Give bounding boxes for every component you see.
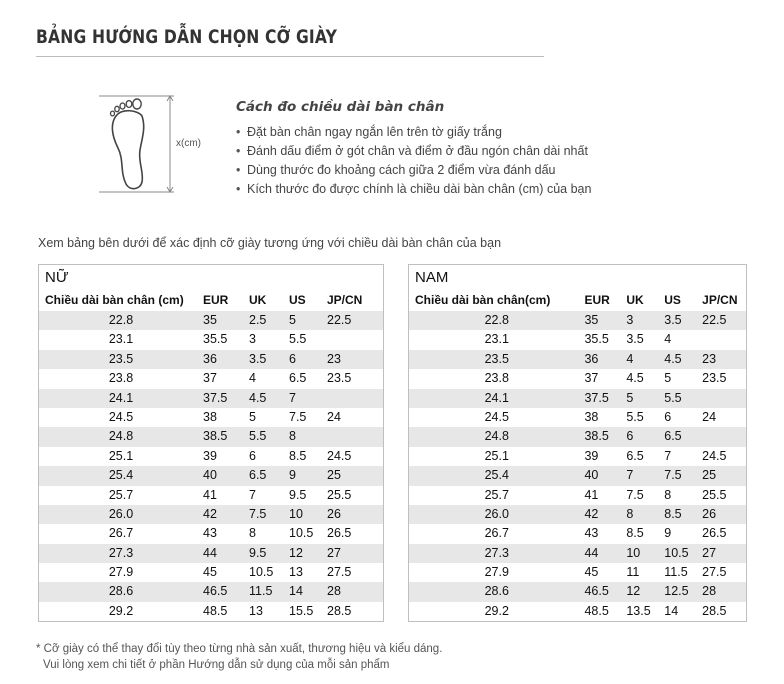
cell-us: 5 (289, 313, 296, 327)
cell-uk: 10.5 (249, 565, 274, 580)
cell-foot-length: 25.4 (108, 468, 134, 483)
table-row (409, 524, 746, 543)
table-row (39, 544, 383, 563)
cell-uk: 3 (249, 332, 256, 347)
cell-uk: 13.5 (626, 603, 651, 618)
cell-uk: 4.5 (249, 390, 267, 405)
cell-foot-length: 27.9 (484, 565, 509, 580)
cell-us: 6.5 (664, 429, 682, 444)
cell-uk: 6 (626, 429, 634, 444)
cell-eur: 37.5 (203, 390, 228, 405)
footnote-line: * Cỡ giày có thể thay đổi tùy theo từng nhà sản xuất, thương hiệu và kiểu dáng. (36, 643, 443, 655)
cell-eur: 37 (203, 371, 217, 386)
cell-us: 8.5 (289, 448, 307, 463)
cell-uk: 9.5 (249, 545, 267, 560)
cell-uk: 3.5 (249, 351, 267, 366)
instruction-step: • Dùng thước đo khoảng cách giữa 2 điểm vừa đánh dấu (236, 161, 591, 180)
cell-foot-length: 23.5 (108, 351, 134, 366)
cell-jp-cn (702, 389, 746, 408)
cell-eur: 46.5 (203, 584, 228, 599)
cell-eur: 45 (584, 565, 599, 580)
cell-eur: 37.5 (584, 390, 609, 405)
cell-eur: 42 (203, 506, 217, 521)
cell-us: 13 (289, 565, 303, 580)
title-divider (36, 56, 544, 57)
cell-jp-cn (327, 427, 383, 446)
table-row (409, 311, 746, 330)
cell-foot-length: 25.1 (108, 448, 134, 463)
cell-us: 12.5 (664, 584, 689, 599)
cell-jp-cn: 24.5 (702, 448, 727, 463)
cell-jp-cn: 28 (327, 584, 341, 599)
cell-uk: 5 (249, 409, 256, 424)
cell-foot-length: 27.9 (108, 565, 134, 580)
table-row (409, 544, 746, 563)
cell-eur: 48.5 (203, 603, 228, 618)
header-jp-cn: JP/CN (327, 293, 363, 307)
cell-jp-cn: 23.5 (327, 371, 352, 386)
cell-jp-cn: 27.5 (702, 565, 727, 580)
cell-jp-cn: 28 (702, 584, 717, 599)
cell-jp-cn: 23.5 (702, 371, 727, 386)
header-eur: EUR (584, 293, 610, 307)
cell-eur: 35.5 (584, 332, 609, 347)
cell-eur: 39 (584, 448, 599, 463)
cell-eur: 48.5 (584, 603, 609, 618)
cell-us: 7.5 (289, 409, 307, 424)
cell-foot-length: 28.6 (484, 584, 509, 599)
header-uk: UK (249, 293, 267, 307)
table-intro-text: Xem bảng bên dưới để xác định cỡ giày tương ứng với chiều dài bàn chân của bạn (38, 236, 502, 250)
cell-eur: 37 (584, 371, 599, 386)
instruction-step: • Đánh dấu điểm ở gót chân và điểm ở đầu ngón chân dài nhất (236, 142, 591, 161)
table-header-row (409, 290, 746, 311)
cell-eur: 35.5 (203, 332, 228, 347)
cell-eur: 36 (584, 351, 599, 366)
cell-eur: 41 (203, 487, 217, 502)
cell-us: 8.5 (664, 506, 682, 521)
cell-uk: 6 (249, 448, 256, 463)
cell-foot-length: 24.1 (484, 390, 509, 405)
table-row (409, 350, 746, 369)
cell-uk: 7 (249, 487, 256, 502)
cell-us: 14 (664, 603, 679, 618)
table-row (409, 389, 746, 408)
cell-foot-length: 29.2 (484, 603, 509, 618)
cell-foot-length: 22.8 (108, 313, 134, 327)
cell-jp-cn: 25.5 (702, 487, 727, 502)
table-row (39, 427, 383, 446)
table-header-row (39, 290, 383, 311)
cell-uk: 5 (626, 390, 634, 405)
table-row (409, 408, 746, 427)
cell-us: 12 (289, 545, 303, 560)
table-row (39, 486, 383, 505)
table-row (39, 466, 383, 485)
cell-eur: 38 (203, 409, 217, 424)
cell-foot-length: 24.8 (484, 429, 509, 444)
cell-foot-length: 26.7 (108, 526, 134, 541)
men-size-table (408, 264, 747, 622)
table-row (39, 505, 383, 524)
table-row (409, 330, 746, 349)
cell-jp-cn: 25 (327, 468, 341, 483)
cell-uk: 3 (626, 313, 634, 327)
cell-jp-cn (702, 330, 746, 349)
cell-eur: 44 (203, 545, 217, 560)
cell-us: 5.5 (664, 390, 682, 405)
cell-eur: 46.5 (584, 584, 609, 599)
cell-uk: 8 (626, 506, 634, 521)
measure-instructions (236, 99, 591, 199)
table-row (39, 350, 383, 369)
cell-us: 11.5 (664, 565, 688, 580)
header-uk: UK (626, 293, 644, 307)
table-row (409, 505, 746, 524)
cell-uk: 5.5 (249, 429, 267, 444)
cell-us: 8 (289, 429, 296, 444)
header-jp-cn: JP/CN (702, 293, 738, 307)
table-row (409, 447, 746, 466)
table-row (39, 408, 383, 427)
cell-eur: 43 (584, 526, 599, 541)
cell-foot-length: 23.5 (484, 351, 509, 366)
cell-foot-length: 25.4 (484, 468, 509, 483)
cell-eur: 44 (584, 545, 599, 560)
cell-uk: 4 (249, 371, 256, 386)
cell-us: 5 (664, 371, 672, 386)
cell-foot-length: 26.0 (484, 506, 509, 521)
cell-uk: 7 (626, 468, 634, 483)
cell-us: 7 (289, 390, 296, 405)
cell-us: 4.5 (664, 351, 682, 366)
cell-us: 6 (289, 351, 296, 366)
table-row (409, 427, 746, 446)
table-row (39, 582, 383, 601)
header-foot-length: Chiều dài bàn chân (cm) (45, 293, 184, 307)
cell-us: 6 (664, 409, 672, 424)
cell-foot-length: 25.7 (484, 487, 509, 502)
cell-us: 10 (289, 506, 303, 521)
cell-uk: 6.5 (626, 448, 644, 463)
cell-foot-length: 24.5 (108, 409, 134, 424)
cell-us: 7.5 (664, 468, 682, 483)
cell-jp-cn: 28.5 (702, 603, 727, 618)
table-row (39, 447, 383, 466)
cell-uk: 2.5 (249, 313, 267, 327)
table-row (39, 311, 383, 330)
cell-uk: 8 (249, 526, 256, 541)
cell-uk: 10 (626, 545, 641, 560)
instruction-step: • Kích thước đo được chính là chiều dài bàn chân (cm) của bạn (236, 180, 591, 199)
cell-eur: 36 (203, 351, 217, 366)
table-title: NỮ (45, 269, 69, 286)
table-row (409, 369, 746, 388)
cell-foot-length: 22.8 (484, 313, 509, 327)
cell-jp-cn: 25 (702, 468, 717, 483)
women-size-table (38, 264, 384, 622)
cell-us: 8 (664, 487, 672, 502)
header-us: US (664, 293, 681, 307)
header-us: US (289, 293, 306, 307)
table-row (409, 563, 746, 582)
cell-us: 5.5 (289, 332, 307, 347)
cell-eur: 45 (203, 565, 217, 580)
instruction-step: • Đặt bàn chân ngay ngắn lên trên tờ giấy trắng (236, 123, 591, 142)
cell-jp-cn: 24.5 (327, 448, 352, 463)
cell-jp-cn: 24 (702, 409, 717, 424)
cell-jp-cn: 26 (327, 506, 341, 521)
cell-jp-cn: 22.5 (702, 313, 727, 327)
cell-uk: 4.5 (626, 371, 644, 386)
cell-us: 10.5 (289, 526, 314, 541)
cell-foot-length: 26.7 (484, 526, 509, 541)
cell-jp-cn: 27 (327, 545, 341, 560)
table-row (39, 330, 383, 349)
cell-uk: 5.5 (626, 409, 644, 424)
table-row (39, 602, 383, 621)
cell-foot-length: 23.8 (108, 371, 134, 386)
cell-uk: 11 (626, 565, 640, 580)
cell-foot-length: 24.5 (484, 409, 509, 424)
table-row (409, 582, 746, 601)
cell-us: 9 (289, 468, 296, 483)
cell-eur: 35 (584, 313, 599, 327)
cell-foot-length: 29.2 (108, 603, 134, 618)
cell-jp-cn (327, 389, 383, 408)
cell-uk: 7.5 (626, 487, 644, 502)
table-row (409, 486, 746, 505)
cell-uk: 6.5 (249, 468, 267, 483)
cell-jp-cn: 28.5 (327, 603, 352, 618)
cell-us: 9 (664, 526, 672, 541)
cell-uk: 12 (626, 584, 641, 599)
header-foot-length: Chiều dài bàn chân(cm) (415, 293, 551, 307)
cell-eur: 40 (203, 468, 217, 483)
cell-uk: 13 (249, 603, 263, 618)
cell-eur: 35 (203, 313, 217, 327)
cell-foot-length: 25.7 (108, 487, 134, 502)
cell-jp-cn (327, 330, 383, 349)
cell-foot-length: 27.3 (484, 545, 509, 560)
cell-eur: 38 (584, 409, 599, 424)
cell-jp-cn: 23 (702, 351, 717, 366)
cell-jp-cn: 24 (327, 409, 341, 424)
cell-us: 10.5 (664, 545, 689, 560)
footnote-line: Vui lòng xem chi tiết ở phần Hướng dẫn sử dụng của mỗi sản phẩm (43, 659, 390, 671)
cell-jp-cn: 26 (702, 506, 717, 521)
cell-uk: 11.5 (249, 584, 273, 599)
cell-us: 3.5 (664, 313, 682, 327)
cell-jp-cn: 26.5 (702, 526, 727, 541)
table-row (409, 602, 746, 621)
cell-eur: 38.5 (203, 429, 228, 444)
cell-foot-length: 27.3 (108, 545, 134, 560)
cell-jp-cn: 23 (327, 351, 341, 366)
footnote (36, 641, 442, 673)
cell-us: 14 (289, 584, 303, 599)
cell-us: 15.5 (289, 603, 314, 618)
cell-us: 4 (664, 332, 672, 347)
foot-measure-figure (96, 92, 201, 196)
cell-foot-length: 23.1 (108, 332, 134, 347)
cell-uk: 4 (626, 351, 634, 366)
cell-eur: 42 (584, 506, 599, 521)
cell-foot-length: 24.8 (108, 429, 134, 444)
instructions-list (236, 123, 591, 199)
cell-eur: 43 (203, 526, 217, 541)
cell-jp-cn: 27 (702, 545, 717, 560)
cell-jp-cn: 26.5 (327, 526, 352, 541)
table-row (39, 389, 383, 408)
header-eur: EUR (203, 293, 229, 307)
cell-jp-cn: 25.5 (327, 487, 352, 502)
measure-label: x(cm) (176, 138, 201, 149)
table-row (39, 563, 383, 582)
cell-eur: 38.5 (584, 429, 609, 444)
cell-foot-length: 23.1 (484, 332, 509, 347)
footprint-icon (96, 92, 182, 196)
cell-eur: 40 (584, 468, 599, 483)
cell-foot-length: 26.0 (108, 506, 134, 521)
table-row (39, 524, 383, 543)
table-body (39, 311, 383, 621)
cell-jp-cn: 27.5 (327, 565, 352, 580)
cell-us: 7 (664, 448, 672, 463)
cell-foot-length: 25.1 (484, 448, 509, 463)
cell-eur: 39 (203, 448, 217, 463)
cell-foot-length: 28.6 (108, 584, 134, 599)
cell-us: 9.5 (289, 487, 307, 502)
cell-eur: 41 (584, 487, 599, 502)
cell-foot-length: 23.8 (484, 371, 509, 386)
table-row (39, 369, 383, 388)
cell-uk: 7.5 (249, 506, 267, 521)
table-body (409, 311, 746, 621)
cell-jp-cn (702, 427, 746, 446)
cell-uk: 8.5 (626, 526, 644, 541)
table-row (409, 466, 746, 485)
cell-jp-cn: 22.5 (327, 313, 352, 327)
cell-uk: 3.5 (626, 332, 644, 347)
cell-us: 6.5 (289, 371, 307, 386)
page-title: BẢNG HƯỚNG DẪN CHỌN CỠ GIÀY (36, 26, 338, 48)
cell-foot-length: 24.1 (108, 390, 134, 405)
instructions-title: Cách đo chiều dài bàn chân (236, 99, 445, 115)
table-title: NAM (415, 269, 449, 286)
